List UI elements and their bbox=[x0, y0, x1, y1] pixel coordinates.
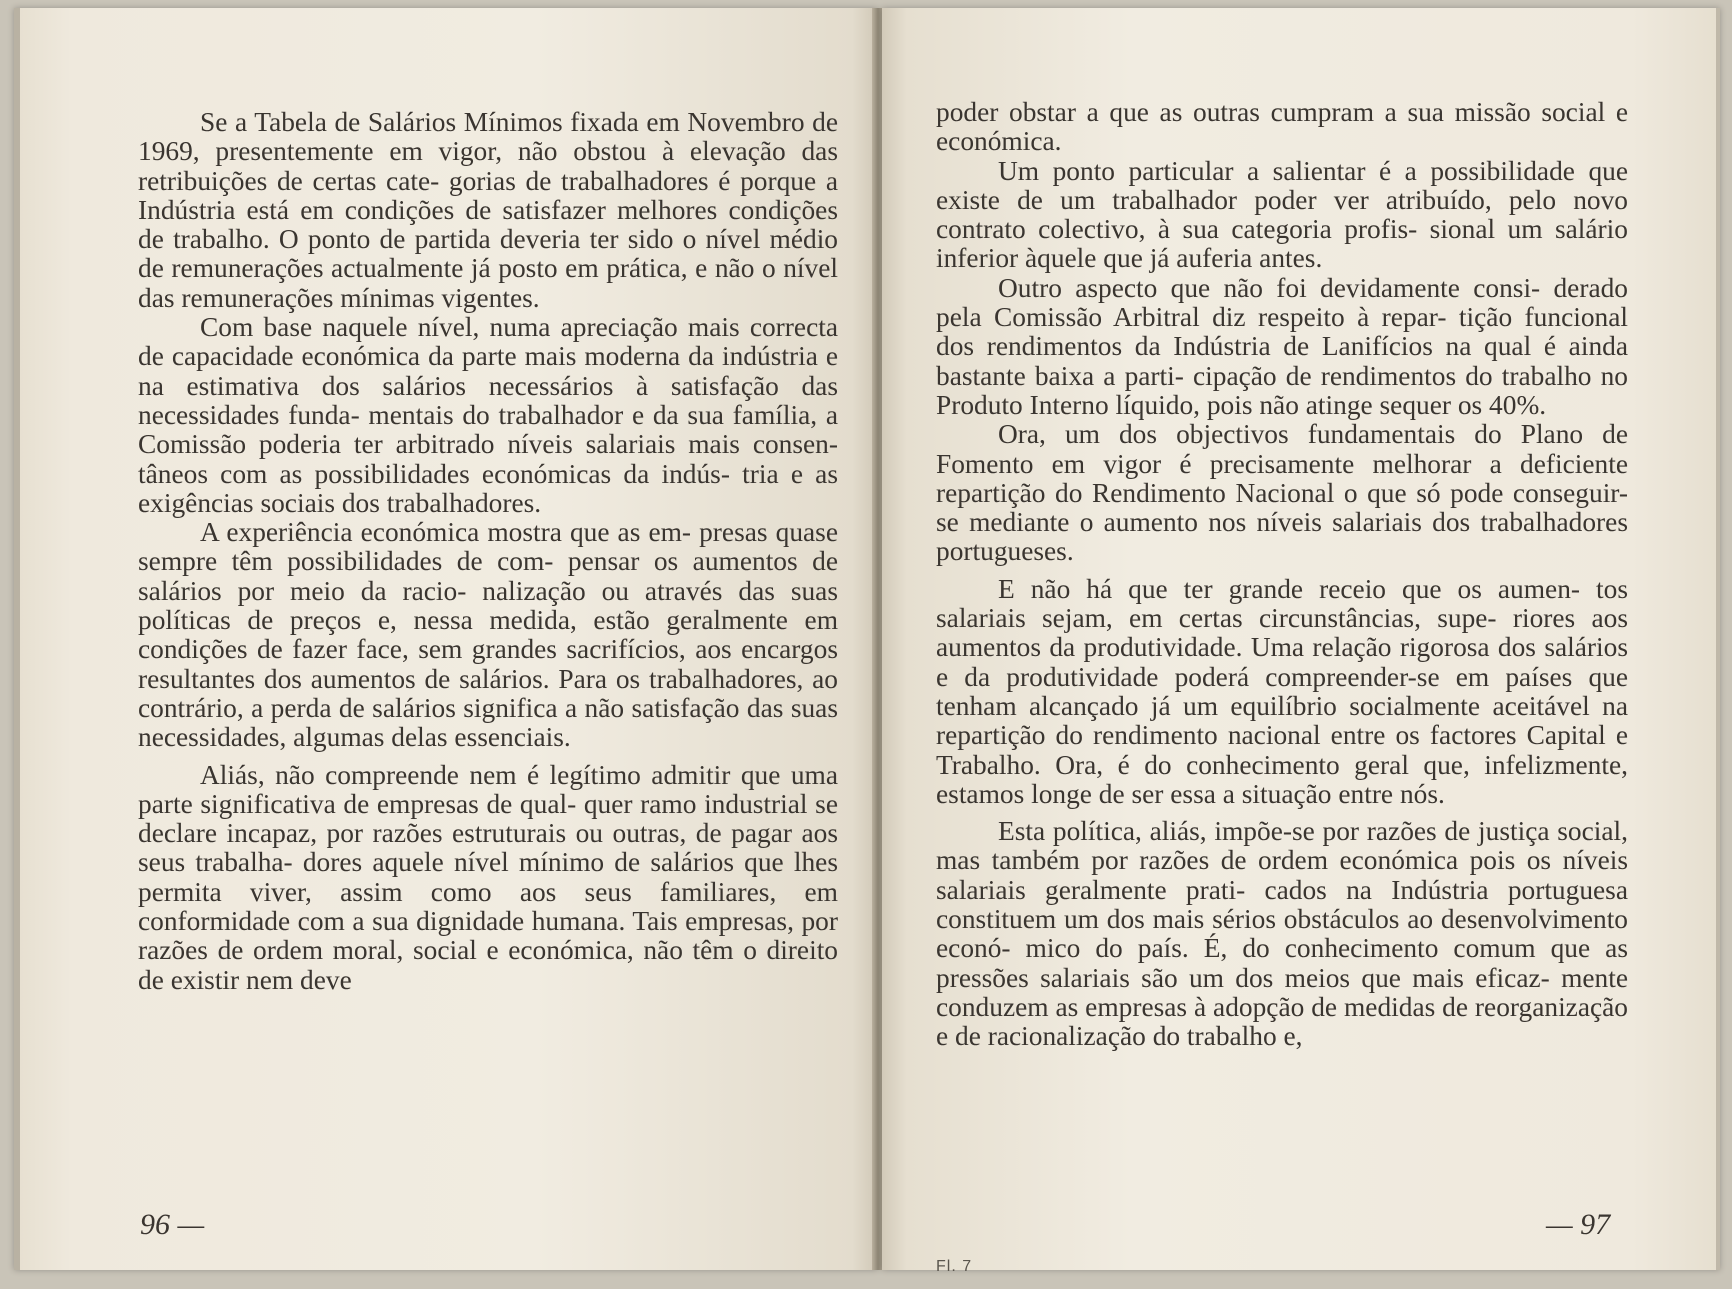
paragraph: Outro aspecto que não foi devidamente consi- derado pela Comissão Arbitral diz respeito à repar- tição funcional dos rendimentos da Indústria de Lanifícios na qual é ainda bastante baixa a parti- cipação de rendimentos do trabalho no Produto Interno líquido, pois não atinge sequer os 40%. bbox=[936, 272, 1628, 420]
book-spread bbox=[14, 8, 1718, 1278]
paragraph: Um ponto particular a salientar é a possibilidade que existe de um trabalhador poder ver atribuído, pelo novo contrato colectivo, à sua categoria profis- sional um salário inferior àquele que já auferia antes. bbox=[936, 155, 1628, 274]
paragraph: Se a Tabela de Salários Mínimos fixada em Novembro de 1969, presentemente em vigor, não obstou à elevação das retribuições de certas cate- gorias de trabalhadores é porque a Indústria está em condições de satisfazer melhores condições de trabalho. O ponto de partida deveria ter sido o nível médio de remunerações actualmente já posto em prática, e não o nível das remunerações mínimas vigentes. bbox=[138, 107, 838, 313]
page-number-right: — 97 bbox=[1546, 1208, 1611, 1241]
paragraph: A experiência económica mostra que as em- presas quase sempre têm possibilidades de com- pensar os aumentos de salários por meio da racio- nalização ou através das suas políticas de preços e, nessa medida, estão geralmente em condições de fazer face, sem grandes sacrifícios, aos encargos resultantes dos aumentos de salários. Para os trabalhadores, ao contrário, a perda de salários significa a não satisfação das suas necessidades, algumas delas essenciais. bbox=[138, 517, 838, 753]
paragraph: Aliás, não compreende nem é legítimo admitir que uma parte significativa de empresas de qual- quer ramo industrial se declare incapaz, por razões estruturais ou outras, de pagar aos seus trabalha- dores aquele nível mínimo de salários que lhes permita viver, assim como aos seus familiares, em conformidade com a sua dignidade humana. Tais empresas, por razões de ordem moral, social e económica, não têm o direito de existir nem deve bbox=[138, 759, 838, 995]
paragraph: Ora, um dos objectivos fundamentais do Plano de Fomento em vigor é precisamente melhorar a deficiente repartição do Rendimento Nacional o que só pode conseguir-se mediante o aumento nos níveis salariais dos trabalhadores portugueses. bbox=[936, 419, 1628, 567]
paragraph: E não há que ter grande receio que os aumen- tos salariais sejam, em certas circunstâncias, supe- riores aos aumentos da produtividade. Uma relação rigorosa dos salários e da produtividade poderá compreender-se em países que tenham alcançado já um equilíbrio socialmente aceitável na repartição do rendimento nacional entre os factores Capital e Trabalho. Ora, é do conhecimento geral que, infelizmente, estamos longe de ser essa a situação entre nós. bbox=[936, 573, 1628, 809]
paragraph: Esta política, aliás, impõe-se por razões de justiça social, mas também por razões de ordem económica pois os níveis salariais geralmente prati- cados na Indústria portuguesa constituem um dos mais sérios obstáculos ao desenvolvimento econó- mico do país. É, do conhecimento comum que as pressões salariais são um dos meios que mais eficaz- mente conduzem as empresas à adopção de medidas de reorganização e de racionalização do trabalho e, bbox=[936, 816, 1628, 1052]
page-number-left: 96 — bbox=[140, 1208, 205, 1241]
left-page-text bbox=[138, 108, 838, 995]
paragraph: poder obstar a que as outras cumpram a sua missão social e económica. bbox=[936, 97, 1628, 157]
paragraph: Com base naquele nível, numa apreciação mais correcta de capacidade económica da parte mais moderna da indústria e na estimativa dos salários necessários à satisfação das necessidades funda- mentais do trabalhador e da sua família, a Comissão poderia ter arbitrado níveis salariais mais consen- tâneos com as possibilidades económicas da indús- tria e as exigências sociais dos trabalhadores. bbox=[138, 312, 838, 518]
left-page bbox=[14, 8, 878, 1270]
right-page-text bbox=[936, 98, 1628, 1052]
right-page bbox=[882, 8, 1720, 1275]
signature-mark: Fl. 7 bbox=[936, 1258, 973, 1275]
